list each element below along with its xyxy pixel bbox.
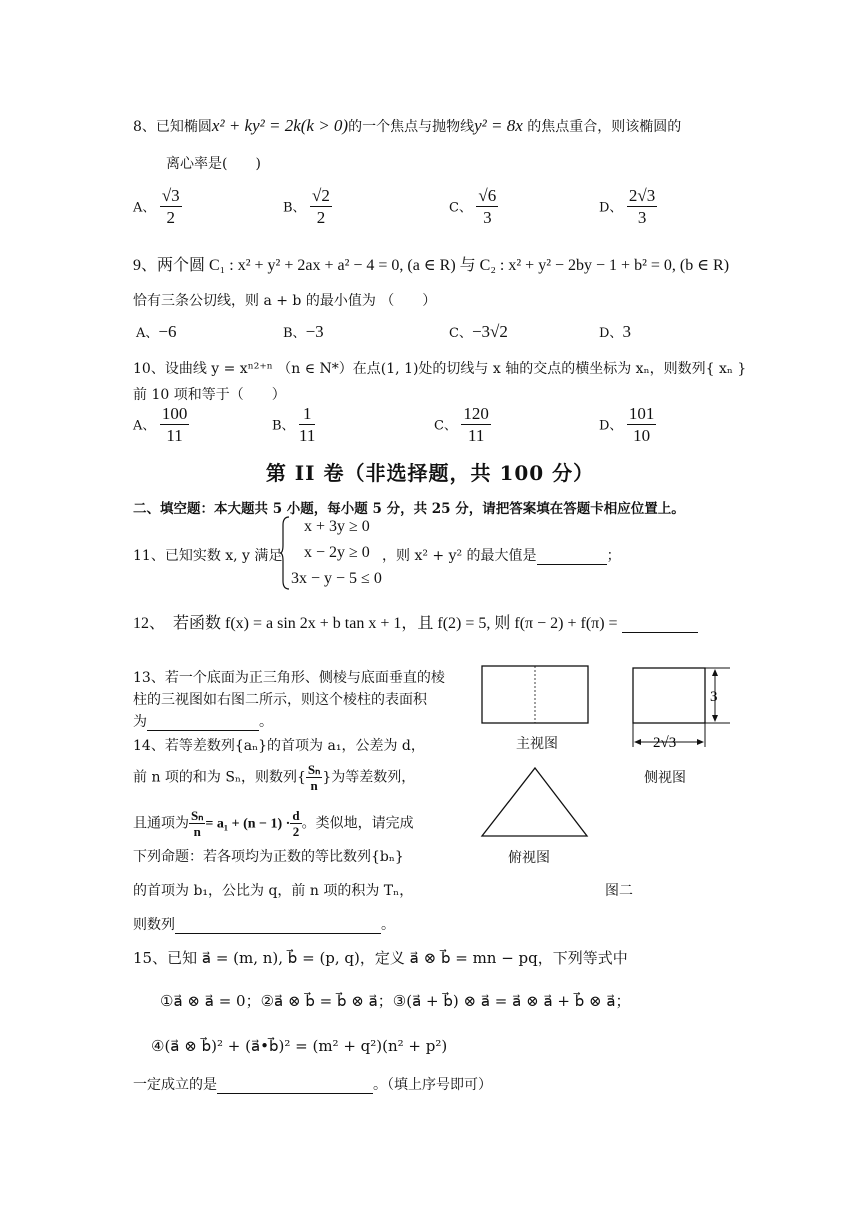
q13-line2: 柱的三视图如右图二所示，则这个棱柱的表面积 <box>133 692 427 708</box>
q11-constraint-3: 3x − y − 5 ≤ 0 <box>291 570 382 587</box>
q8-parabola-eq: y² = 8x <box>474 116 523 135</box>
q8-option-b-frac: $\frac{√2}{2}$ <box>312 186 330 227</box>
q9-option-b: B、−3 <box>283 322 324 341</box>
q12-text: 12、 若函数 f(x) = a sin 2x + b tan x + 1，且 f(2) = 5, 则 f(π − 2) + f(π) = <box>133 610 698 633</box>
q9-option-c: C、−3√2 <box>449 322 508 341</box>
q14-line5: 的首项为 b₁，公比为 q，前 n 项的积为 Tₙ， <box>133 883 414 899</box>
q15-line1: 15、已知 a⃗ = (m, n), b⃗ = (p, q)，定义 a⃗ ⊗ b⃗ = mn − pq，下列等式中 <box>133 949 628 967</box>
q11-lead: 11、已知实数 x, y 满足 <box>133 548 283 564</box>
q14-line1: 14、若等差数列{aₙ}的首项为 a₁，公差为 d， <box>133 738 425 754</box>
q10-option-b: B、 $\frac{1}{11}$ <box>272 404 316 445</box>
q13-answer-blank[interactable] <box>147 715 259 731</box>
q9-line2: 恰有三条公切线，则 a + b 的最小值为 （ ） <box>133 293 437 309</box>
q8-option-d-frac: $\frac{2√3}{3}$ <box>628 186 656 227</box>
q14-line2: 前 n 项的和为 Sₙ，则数列{ $\frac{\text{Sₙ}}{n}$ }为等差数列， <box>133 762 416 793</box>
dim-height-label: 3 <box>710 689 718 705</box>
q8-tail: 的焦点重合，则该椭圆的 <box>527 119 682 135</box>
q11-tail: ，则 x² + y² 的最大值是 ； <box>382 548 621 564</box>
front-view-label: 主视图 <box>516 736 558 752</box>
dim-width-label: 2√3 <box>653 735 677 751</box>
q11-answer-blank[interactable] <box>537 548 607 565</box>
q11-constraint-1: x + 3y ≥ 0 <box>304 518 370 535</box>
q15-answer-blank[interactable] <box>217 1078 373 1094</box>
q9-option-a: A、−6 <box>136 322 177 341</box>
q14-line6: 则数列 。 <box>133 917 395 933</box>
side-view-rect <box>633 668 705 723</box>
q10-option-d: D、 $\frac{101}{10}$ <box>599 404 655 445</box>
q8-option-c: C、 $\frac{√6}{3}$ <box>449 186 497 227</box>
q14-line4: 下列命题：若各项均为正数的等比数列{bₙ} <box>133 849 404 865</box>
q9-line1: 9、两个圆 C₁ : x² + y² + 2ax + a² − 4 = 0, (a ∈ R) 与 C₂ : x² + y² − 2by − 1 + b² = 0, (b ∈ R) <box>133 257 730 274</box>
q10-option-c: C、 $\frac{120}{11}$ <box>434 404 489 445</box>
q8-option-c-frac: $\frac{√6}{3}$ <box>478 186 497 227</box>
q12-answer-blank[interactable] <box>622 616 698 633</box>
q8-option-a: A、 $\frac{√3}{2}$ <box>133 186 180 227</box>
q13-line1: 13、若一个底面为正三角形、侧棱与底面垂直的棱 <box>133 670 445 686</box>
q8-option-b: B、 $\frac{√2}{2}$ <box>283 186 330 227</box>
q11-constraint-2: x − 2y ≥ 0 <box>304 544 370 561</box>
q8-option-d: D、 $\frac{2√3}{3}$ <box>599 186 656 227</box>
q14-line3: 且通项为 $\frac{\text{Sₙ}}{n}$ = a₁ + (n − 1) · $\frac{d}{2}$ 。类似地，请完成 <box>133 808 414 839</box>
q13-line3: 为 。 <box>133 714 273 730</box>
figure-caption: 图二 <box>605 883 633 899</box>
side-view-label: 侧视图 <box>644 770 686 786</box>
q10-line1: 10、设曲线 y = xⁿ²⁺ⁿ （n ∈ N*）在点(1, 1)处的切线与 x 轴的交点的横坐标为 xₙ，则数列{ xₙ } <box>133 361 747 377</box>
q8-option-a-frac: $\frac{√3}{2}$ <box>161 186 180 227</box>
q15-line2: ①a⃗ ⊗ a⃗ = 0；②a⃗ ⊗ b⃗ = b⃗ ⊗ a⃗；③(a⃗ + b⃗) ⊗ a⃗ = a⃗ ⊗ a⃗ + b⃗ ⊗ a⃗； <box>160 992 631 1010</box>
q8-line2: 离心率是( ) <box>166 156 261 172</box>
q10-line2: 前 10 项和等于（ ） <box>133 387 286 403</box>
q8-line1 <box>133 116 681 136</box>
q8-lead: 8、已知椭圆 <box>133 119 212 135</box>
top-view-label: 俯视图 <box>508 850 550 866</box>
fill-in-header: 二、填空题：本大题共 5 小题，每小题 5 分，共 25 分，请把答案填在答题卡相应位置上。 <box>133 501 685 517</box>
q15-line3: ④(a⃗ ⊗ b⃗)² + (a⃗•b⃗)² = (m² + q²)(n² + p²) <box>151 1037 448 1055</box>
q14-answer-blank[interactable] <box>175 918 381 934</box>
section-title: 第 II 卷（非选择题，共 100 分） <box>265 461 595 485</box>
q10-option-a: A、 $\frac{100}{11}$ <box>133 404 188 445</box>
q11-brace <box>279 515 291 595</box>
q8-mid: 的一个焦点与抛物线 <box>348 119 475 135</box>
q15-line4: 一定成立的是 。（填上序号即可） <box>133 1077 492 1093</box>
left-brace-icon <box>279 515 291 591</box>
q9-option-d: D、3 <box>599 322 631 341</box>
q8-ellipse-eq: x² + ky² = 2k(k > 0) <box>211 116 349 135</box>
top-view-triangle <box>482 768 587 836</box>
